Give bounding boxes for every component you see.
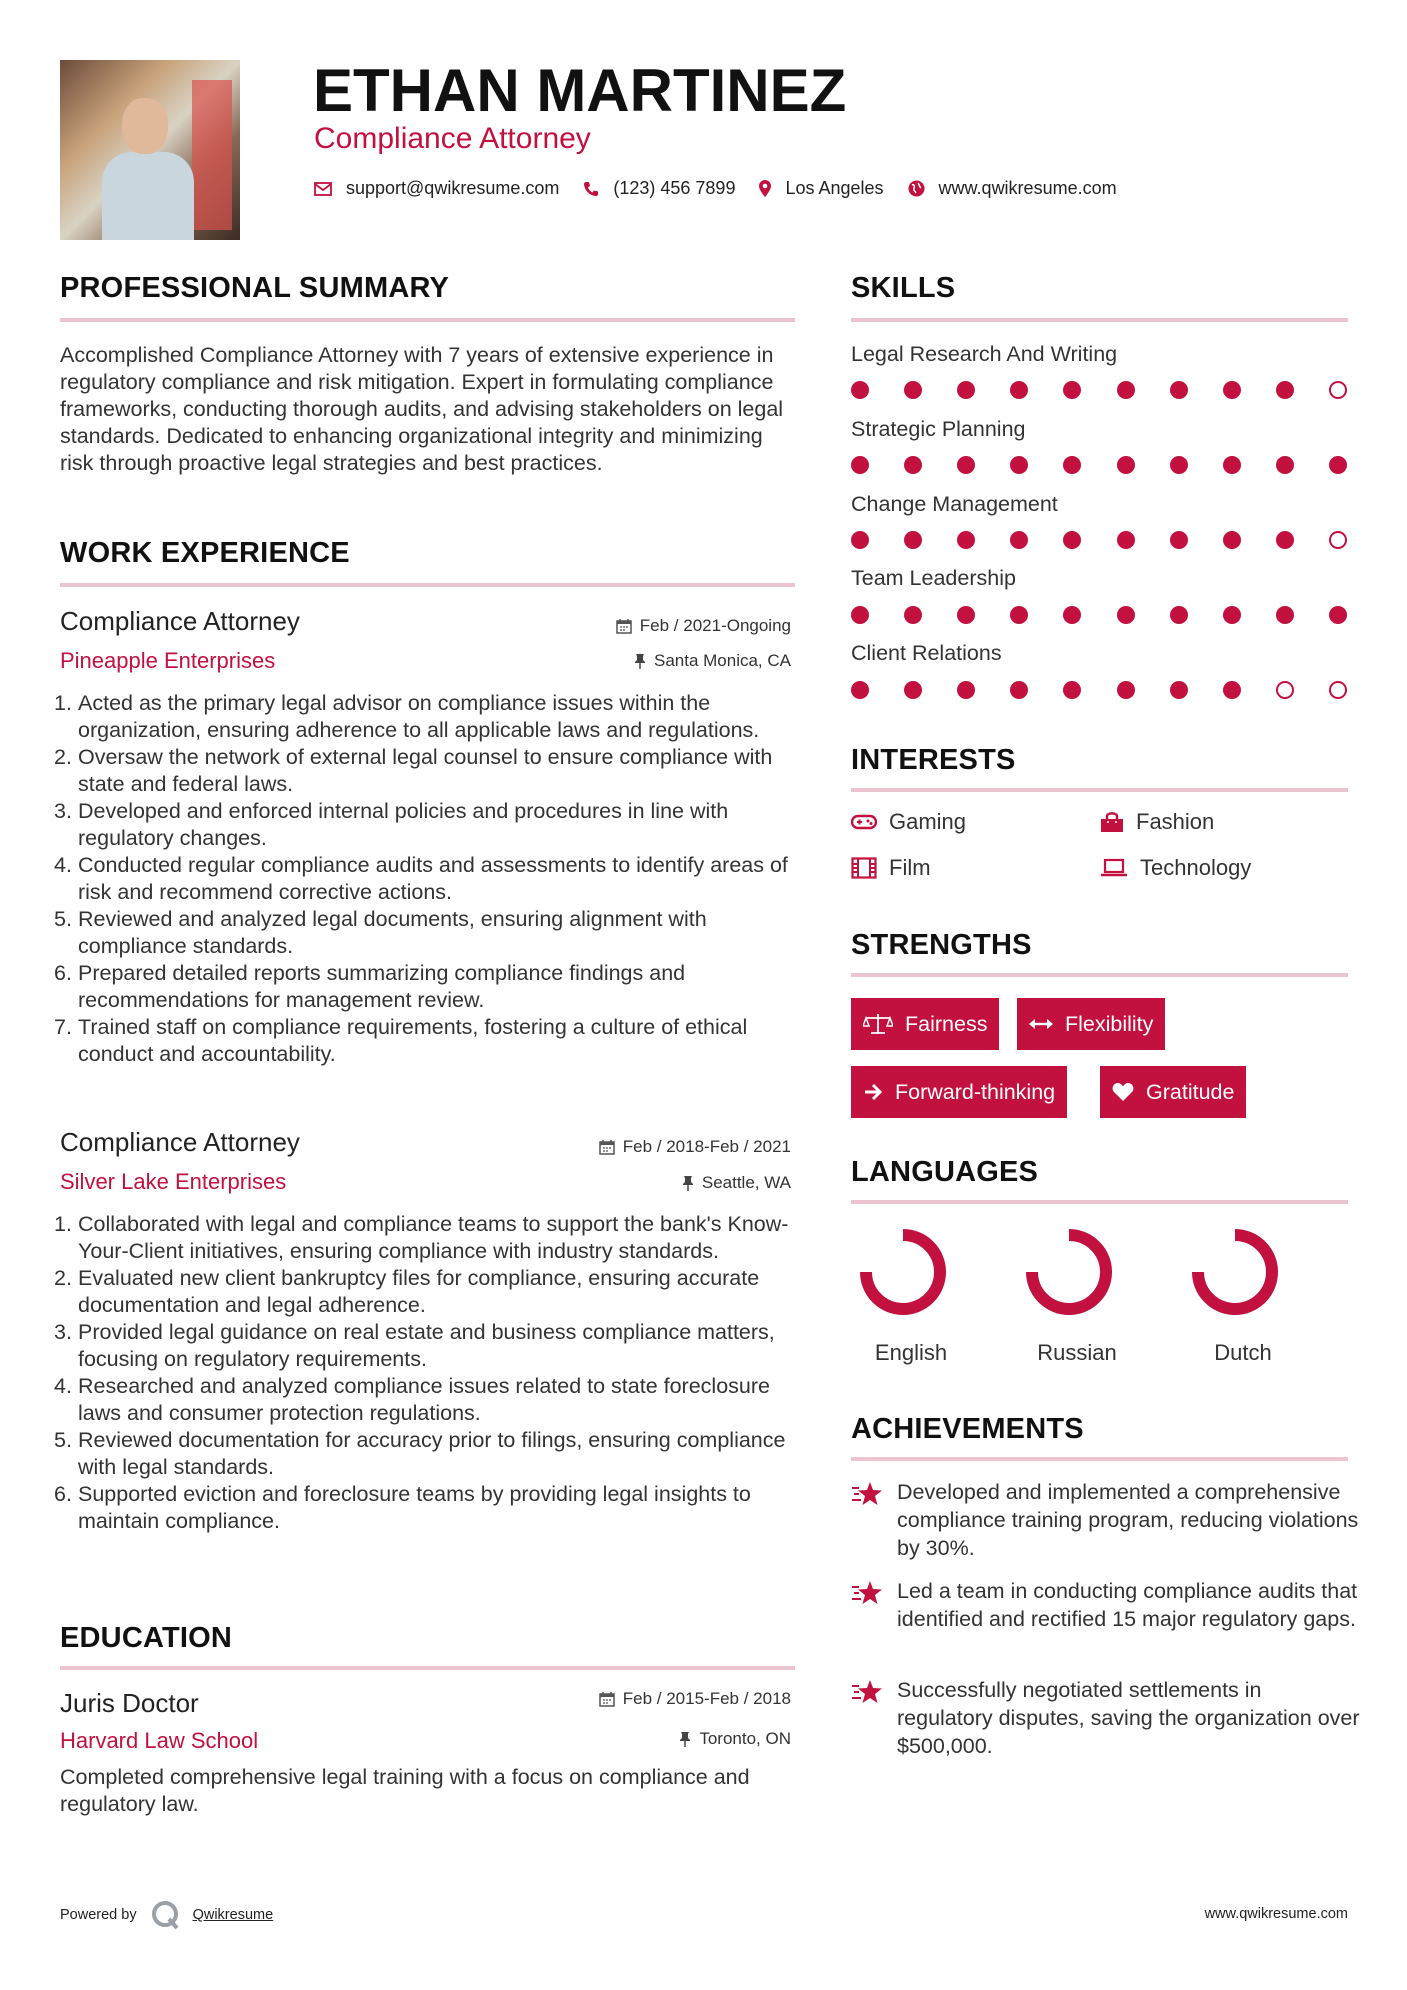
skill-dot-filled [1170, 381, 1188, 399]
divider [60, 1666, 795, 1670]
language-name: English [874, 1340, 948, 1365]
job-date [599, 1137, 791, 1157]
language-name: Dutch [1214, 1340, 1272, 1365]
section-title-strengths: STRENGTHS [851, 929, 1032, 961]
skill-dot-filled [851, 456, 869, 474]
qwikresume-logo-icon [151, 1900, 181, 1930]
skill-dot-filled [1117, 381, 1135, 399]
skill-rating [851, 381, 1351, 401]
calendar-icon [616, 618, 632, 634]
job-date [616, 616, 791, 636]
skill-rating [851, 531, 1351, 551]
language-level-arc [1032, 1235, 1106, 1309]
language-level-arc [1198, 1235, 1272, 1309]
section-title-work: WORK EXPERIENCE [60, 537, 350, 569]
divider [851, 973, 1348, 977]
divider [851, 1457, 1348, 1461]
skill-dot-filled [1010, 531, 1028, 549]
skill-dot-filled [1063, 531, 1081, 549]
pushpin-icon [679, 1731, 691, 1747]
skill-dot-filled [851, 681, 869, 699]
skill-dot-filled [1170, 606, 1188, 624]
list-item: 2. Evaluated new client bankruptcy files for compliance, ensuring accurate documentation and legal adherence. [54, 1266, 760, 1317]
map-pin-icon [759, 180, 771, 197]
contact-location [759, 178, 883, 199]
skill-dot-filled [851, 381, 869, 399]
skill-dot-filled [1010, 456, 1028, 474]
skill-name: Legal Research And Writing [851, 342, 1118, 366]
job-company: Silver Lake Enterprises [60, 1169, 287, 1194]
job-bullets [54, 690, 800, 1068]
phone-text: (123) 456 7899 [613, 178, 736, 198]
section-title-education: EDUCATION [60, 1622, 233, 1654]
skill-dot-filled [1117, 606, 1135, 624]
skill-dot-filled [1117, 456, 1135, 474]
language-name: Russian [1037, 1340, 1117, 1365]
footer-website[interactable]: www.qwikresume.com [1204, 1906, 1348, 1922]
skill-dot-filled [1063, 606, 1081, 624]
list-item: 5. Reviewed documentation for accuracy prior to filings, ensuring compliance with legal standards. [54, 1428, 786, 1479]
divider [851, 1200, 1348, 1204]
job-title: Compliance Attorney [60, 1127, 300, 1157]
list-item: 6. Prepared detailed reports summarizing compliance findings and recommendations for management review. [54, 961, 686, 1012]
skill-dot-filled [1276, 606, 1294, 624]
list-item: 3. Provided legal guidance on real estate and business compliance matters, focusing on regulatory requirements. [54, 1320, 775, 1371]
star-icon [851, 1678, 883, 1706]
calendar-icon [599, 1139, 615, 1155]
pushpin-icon [682, 1175, 694, 1191]
star-icon [851, 1480, 883, 1508]
location-text: Los Angeles [785, 178, 884, 198]
skill-dot-filled [1223, 456, 1241, 474]
skill-dot-empty [1329, 681, 1347, 699]
job-location [634, 651, 791, 671]
job-date-text: Feb / 2018-Feb / 2021 [622, 1137, 791, 1156]
skill-dot-filled [1276, 381, 1294, 399]
divider [851, 318, 1348, 322]
skill-dot-filled [1063, 681, 1081, 699]
contact-email[interactable] [314, 178, 559, 199]
skill-dot-filled [1170, 681, 1188, 699]
interest-item: Film [851, 855, 931, 881]
skill-dot-filled [957, 456, 975, 474]
job-date-text: Feb / 2021-Ongoing [639, 616, 791, 635]
achievement-item: Successfully negotiated settlements in regulatory disputes, saving the organization over $500,000. [851, 1676, 1361, 1760]
star-icon [851, 1579, 883, 1607]
skill-dot-filled [1117, 531, 1135, 549]
heart-icon [1112, 1082, 1134, 1102]
skill-dot-filled [1223, 681, 1241, 699]
list-item: 2. Oversaw the network of external legal counsel to ensure compliance with state and federal laws. [54, 745, 773, 796]
skill-dot-filled [1010, 381, 1028, 399]
skill-rating [851, 681, 1351, 701]
pushpin-icon [634, 653, 646, 669]
skill-dot-filled [1276, 531, 1294, 549]
skill-name: Strategic Planning [851, 417, 1026, 441]
list-item: 1. Acted as the primary legal advisor on compliance issues within the organization, ensuring adherence to all applicable laws and regulations. [54, 691, 760, 742]
skill-dot-filled [904, 456, 922, 474]
skill-dot-filled [1063, 381, 1081, 399]
education-description: Completed comprehensive legal training with a focus on compliance and regulatory law. [60, 1765, 750, 1816]
school-name: Harvard Law School [60, 1728, 259, 1753]
skill-dot-filled [1276, 456, 1294, 474]
skill-dot-filled [904, 381, 922, 399]
skill-dot-filled [957, 681, 975, 699]
skill-dot-filled [1063, 456, 1081, 474]
interest-item: Fashion [1100, 809, 1214, 835]
phone-icon [583, 181, 599, 197]
skill-dot-filled [904, 606, 922, 624]
job-location-text: Santa Monica, CA [653, 651, 791, 670]
list-item: 3. Developed and enforced internal policies and procedures in line with regulatory changes. [54, 799, 729, 850]
profile-photo [60, 60, 240, 240]
skill-name: Team Leadership [851, 566, 1016, 590]
section-title-languages: LANGUAGES [851, 1156, 1039, 1188]
skill-dot-filled [957, 531, 975, 549]
interest-item: Gaming [851, 809, 966, 835]
strength-badge: Gratitude [1100, 1066, 1246, 1118]
job-location [682, 1173, 791, 1193]
skill-dot-filled [904, 681, 922, 699]
strength-badge: Forward-thinking [851, 1066, 1067, 1118]
contact-website[interactable] [908, 178, 1117, 199]
education-date [599, 1689, 791, 1709]
skill-dot-filled [1329, 606, 1347, 624]
shopping-bag-icon [1100, 811, 1124, 833]
candidate-title: Compliance Attorney [314, 122, 591, 155]
achievement-item: Developed and implemented a comprehensive compliance training program, reducing violations by 30%. [851, 1478, 1361, 1562]
globe-icon [908, 180, 925, 197]
candidate-name: ETHAN MARTINEZ [313, 57, 847, 124]
interest-item: Technology [1100, 855, 1251, 881]
film-icon [851, 857, 877, 879]
job-title: Compliance Attorney [60, 606, 300, 636]
envelope-icon [314, 182, 332, 196]
list-item: 5. Reviewed and analyzed legal documents, ensuring alignment with compliance standards. [54, 907, 707, 958]
powered-by-label: Powered by [60, 1907, 137, 1923]
skill-dot-filled [957, 381, 975, 399]
skill-dot-filled [1223, 606, 1241, 624]
language-level-ring [857, 1226, 949, 1318]
skill-dot-filled [904, 531, 922, 549]
list-item: 7. Trained staff on compliance requirements, fostering a culture of ethical conduct and accountability. [54, 1015, 748, 1066]
skill-dot-filled [1223, 381, 1241, 399]
skill-dot-filled [1223, 531, 1241, 549]
skill-dot-filled [1170, 531, 1188, 549]
contact-bar [314, 178, 1141, 199]
achievement-item: Led a team in conducting compliance audits that identified and rectified 15 major regulatory gaps. [851, 1577, 1361, 1633]
skill-rating [851, 456, 1351, 476]
section-title-skills: SKILLS [851, 272, 956, 304]
education-date-text: Feb / 2015-Feb / 2018 [622, 1689, 791, 1708]
skill-dot-empty [1329, 531, 1347, 549]
language-level-ring [1189, 1226, 1281, 1318]
skill-dot-filled [1010, 606, 1028, 624]
education-location [679, 1729, 791, 1749]
section-title-interests: INTERESTS [851, 744, 1016, 776]
list-item: 1. Collaborated with legal and compliance teams to support the bank's Know-Your-Client initiatives, ensuring compliance with industry standards. [54, 1212, 789, 1263]
language-level-arc [866, 1235, 940, 1309]
skill-dot-filled [851, 606, 869, 624]
website-text: www.qwikresume.com [938, 178, 1117, 198]
degree-title: Juris Doctor [60, 1688, 199, 1718]
skill-dot-empty [1276, 681, 1294, 699]
laptop-icon [1100, 858, 1128, 878]
skill-rating [851, 606, 1351, 626]
divider [851, 788, 1348, 792]
skill-dot-filled [851, 531, 869, 549]
skill-name: Client Relations [851, 641, 1002, 665]
arrow-right-icon [863, 1082, 883, 1102]
footer-powered-by [60, 1900, 273, 1930]
list-item: 6. Supported eviction and foreclosure teams by providing legal insights to maintain compliance. [54, 1482, 751, 1533]
summary-text: Accomplished Compliance Attorney with 7 years of extensive experience in regulatory compliance and risk mitigation. Expert in formulating compliance frameworks, conducting thorough audits, and advising stakeholders on legal standards. Dedicated to enhancing organizational integrity and minimizing risk through proactive legal strategies and best practices. [60, 343, 784, 475]
job-company: Pineapple Enterprises [60, 648, 276, 673]
gamepad-icon [851, 814, 877, 830]
balance-scale-icon [863, 1013, 893, 1035]
education-location-text: Toronto, ON [699, 1729, 791, 1748]
skill-name: Change Management [851, 492, 1058, 516]
arrows-horizontal-icon [1029, 1017, 1053, 1031]
skill-dot-filled [1117, 681, 1135, 699]
strength-badge: Flexibility [1017, 998, 1165, 1050]
skill-dot-filled [1010, 681, 1028, 699]
strength-badge: Fairness [851, 998, 999, 1050]
calendar-icon [599, 1691, 615, 1707]
job-location-text: Seattle, WA [701, 1173, 791, 1192]
skill-dot-filled [957, 606, 975, 624]
language-level-ring [1023, 1226, 1115, 1318]
job-bullets [54, 1211, 800, 1535]
email-text: support@qwikresume.com [346, 178, 560, 198]
list-item: 4. Researched and analyzed compliance issues related to state foreclosure laws and consumer protection regulations. [54, 1374, 770, 1425]
skill-dot-filled [1170, 456, 1188, 474]
list-item: 4. Conducted regular compliance audits and assessments to identify areas of risk and recommend corrective actions. [54, 853, 788, 904]
section-title-summary: PROFESSIONAL SUMMARY [60, 272, 450, 304]
section-title-achievements: ACHIEVEMENTS [851, 1413, 1084, 1445]
skill-dot-filled [1329, 456, 1347, 474]
qwikresume-link[interactable]: Qwikresume [192, 1907, 274, 1923]
contact-phone[interactable] [583, 178, 735, 199]
divider [60, 583, 795, 587]
divider [60, 318, 795, 322]
skill-dot-empty [1329, 381, 1347, 399]
